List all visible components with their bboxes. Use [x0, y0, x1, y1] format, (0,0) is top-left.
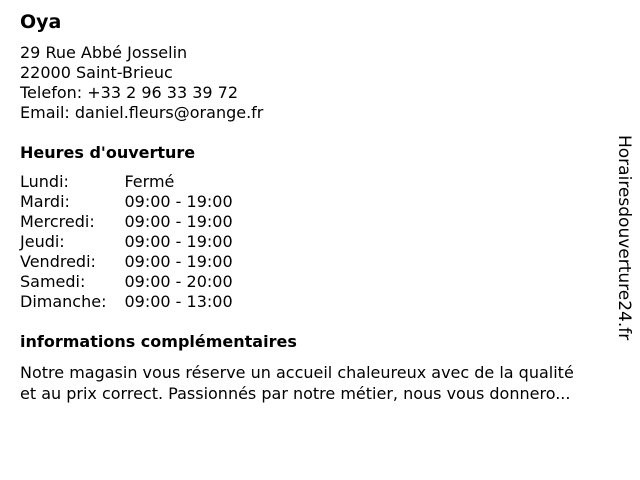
hours-row [20, 272, 233, 292]
hours-time: 09:00 - 20:00 [124, 272, 233, 291]
hours-row [20, 232, 233, 252]
hours-day: Mardi: [20, 192, 70, 211]
additional-info-text [20, 362, 620, 404]
hours-day: Mercredi: [20, 212, 95, 231]
shop-card [20, 10, 620, 404]
hours-row [20, 192, 233, 212]
additional-info-title: informations complémentaires [20, 332, 297, 351]
address-city: 22000 Saint-Brieuc [20, 63, 173, 82]
hours-row [20, 292, 233, 312]
hours-day: Samedi: [20, 272, 86, 291]
phone-number: Telefon: +33 2 96 33 39 72 [20, 83, 239, 102]
hours-time: 09:00 - 19:00 [124, 212, 233, 231]
shop-name: Oya [20, 11, 62, 33]
hours-time: 09:00 - 19:00 [124, 252, 233, 271]
hours-time: Fermé [124, 172, 175, 191]
hours-row [20, 252, 233, 272]
hours-day: Dimanche: [20, 292, 107, 311]
opening-hours-title: Heures d'ouverture [20, 143, 196, 162]
additional-info-line: Notre magasin vous réserve un accueil chaleureux avec de la qualité [20, 363, 574, 382]
hours-time: 09:00 - 19:00 [124, 192, 233, 211]
hours-day: Vendredi: [20, 252, 96, 271]
hours-row [20, 212, 233, 232]
hours-day: Jeudi: [20, 232, 65, 251]
hours-day: Lundi: [20, 172, 69, 191]
email-address: Email: daniel.fleurs@orange.fr [20, 103, 264, 122]
site-watermark: Horairesdouverture24.fr [614, 135, 634, 341]
additional-info-line: et au prix correct. Passionnés par notre métier, nous vous donnero... [20, 384, 571, 403]
hours-time: 09:00 - 13:00 [124, 292, 233, 311]
opening-hours-table [20, 172, 233, 312]
hours-time: 09:00 - 19:00 [124, 232, 233, 251]
hours-row [20, 172, 233, 192]
address-street: 29 Rue Abbé Josselin [20, 43, 188, 62]
shop-contact [20, 43, 620, 123]
